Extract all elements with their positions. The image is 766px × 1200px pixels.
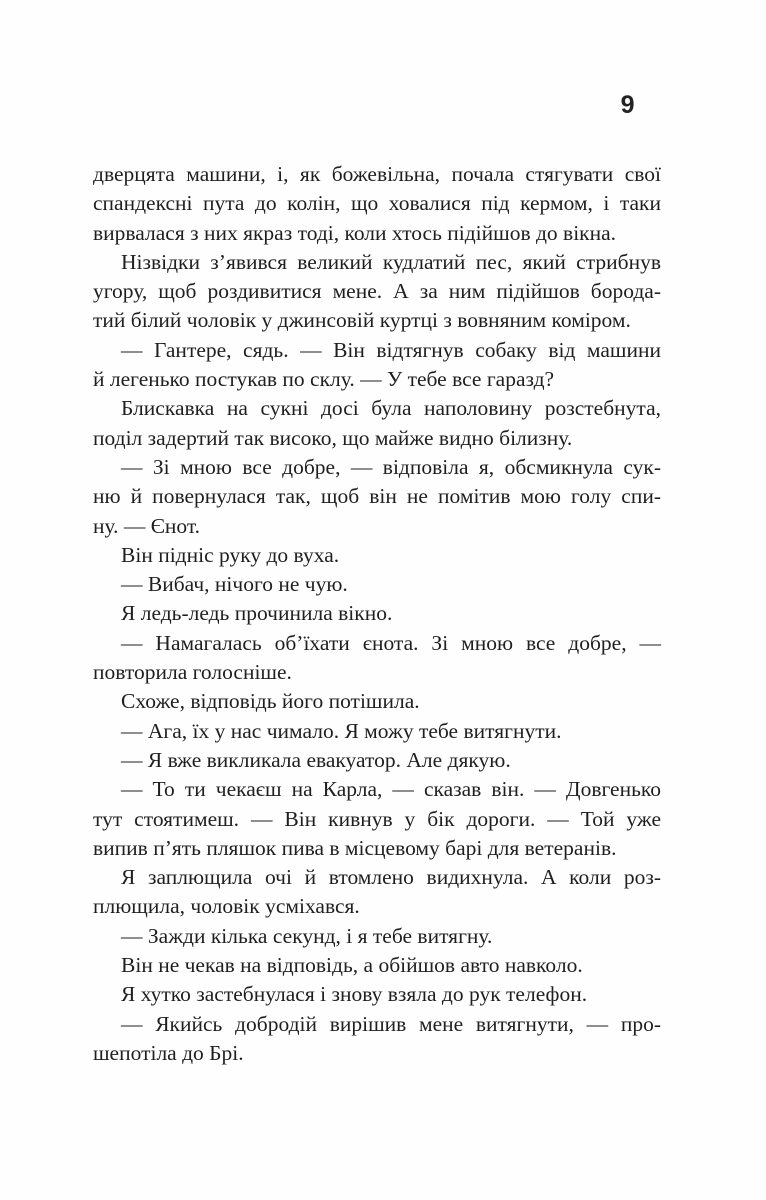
text-line: Він підніс руку до вуха.: [121, 542, 340, 567]
text-line: й легенько постукав по склу. — У тебе все гаразд?: [93, 367, 555, 392]
text-line: — Ага, їх у нас чимало. Я можу тебе витягнути.: [121, 718, 562, 743]
text-line: — Якийсь добродій вирішив мене витягнути, — про-: [121, 1011, 661, 1036]
text-line: шепотіла до Брі.: [93, 1040, 244, 1065]
text-line: повторила голосніше.: [93, 660, 292, 685]
text-line: тут стоятимеш. — Він кивнув у бік дороги. — Той уже: [93, 806, 661, 831]
page-number: 9: [620, 91, 634, 119]
text-line: — То ти чекаєш на Карла, — сказав він. — Довгенько: [121, 777, 661, 802]
text-line: угору, щоб роздивитися мене. А за ним підійшов борода-: [93, 279, 661, 304]
text-line: Схоже, відповідь його потішила.: [121, 689, 420, 714]
text-line: Блискавка на сукні досі була наполовину розстебнута,: [121, 396, 661, 421]
text-line: — Зі мною все добре, — відповіла я, обсмикнула сук-: [121, 454, 661, 479]
text-line: — Намагалась об’їхати єнота. Зі мною все добре, —: [121, 630, 661, 655]
text-line: ню й повернулася так, щоб він не помітив мою голу спи-: [93, 484, 661, 509]
text-line: — Вибач, нічого не чую.: [121, 572, 348, 597]
text-line: — Я вже викликала евакуатор. Але дякую.: [121, 747, 511, 772]
text-line: Він не чекав на відповідь, а обійшов авто навколо.: [121, 953, 583, 978]
text-line: вирвалася з них якраз тоді, коли хтось підійшов до вікна.: [93, 220, 617, 245]
body-text: [93, 160, 661, 1068]
text-line: Я заплющила очі й втомлено видихнула. А коли роз-: [121, 865, 661, 890]
text-line: поділ задертий так високо, що майже видно білизну.: [93, 425, 573, 450]
text-line: Нізвідки з’явився великий кудлатий пес, який стрибнув: [121, 249, 661, 274]
text-line: ну. — Єнот.: [93, 513, 201, 538]
text-line: випив п’ять пляшок пива в місцевому барі для ветеранів.: [93, 835, 617, 860]
text-line: дверцята машини, і, як божевільна, почала стягувати свої: [93, 162, 661, 186]
text-line: спандексні пута до колін, що ховалися під кермом, і таки: [93, 191, 661, 216]
text-line: Я хутко застебнулася і знову взяла до рук телефон.: [121, 982, 588, 1007]
text-line: плющила, чоловік усміхався.: [93, 894, 360, 919]
text-line: тий білий чоловік у джинсовій куртці з вовняним коміром.: [93, 308, 631, 333]
text-line: — Гантере, сядь. — Він відтягнув собаку від машини: [121, 337, 661, 362]
text-line: Я ледь-ледь прочинила вікно.: [121, 601, 393, 626]
text-line: — Зажди кілька секунд, і я тебе витягну.: [121, 923, 493, 948]
